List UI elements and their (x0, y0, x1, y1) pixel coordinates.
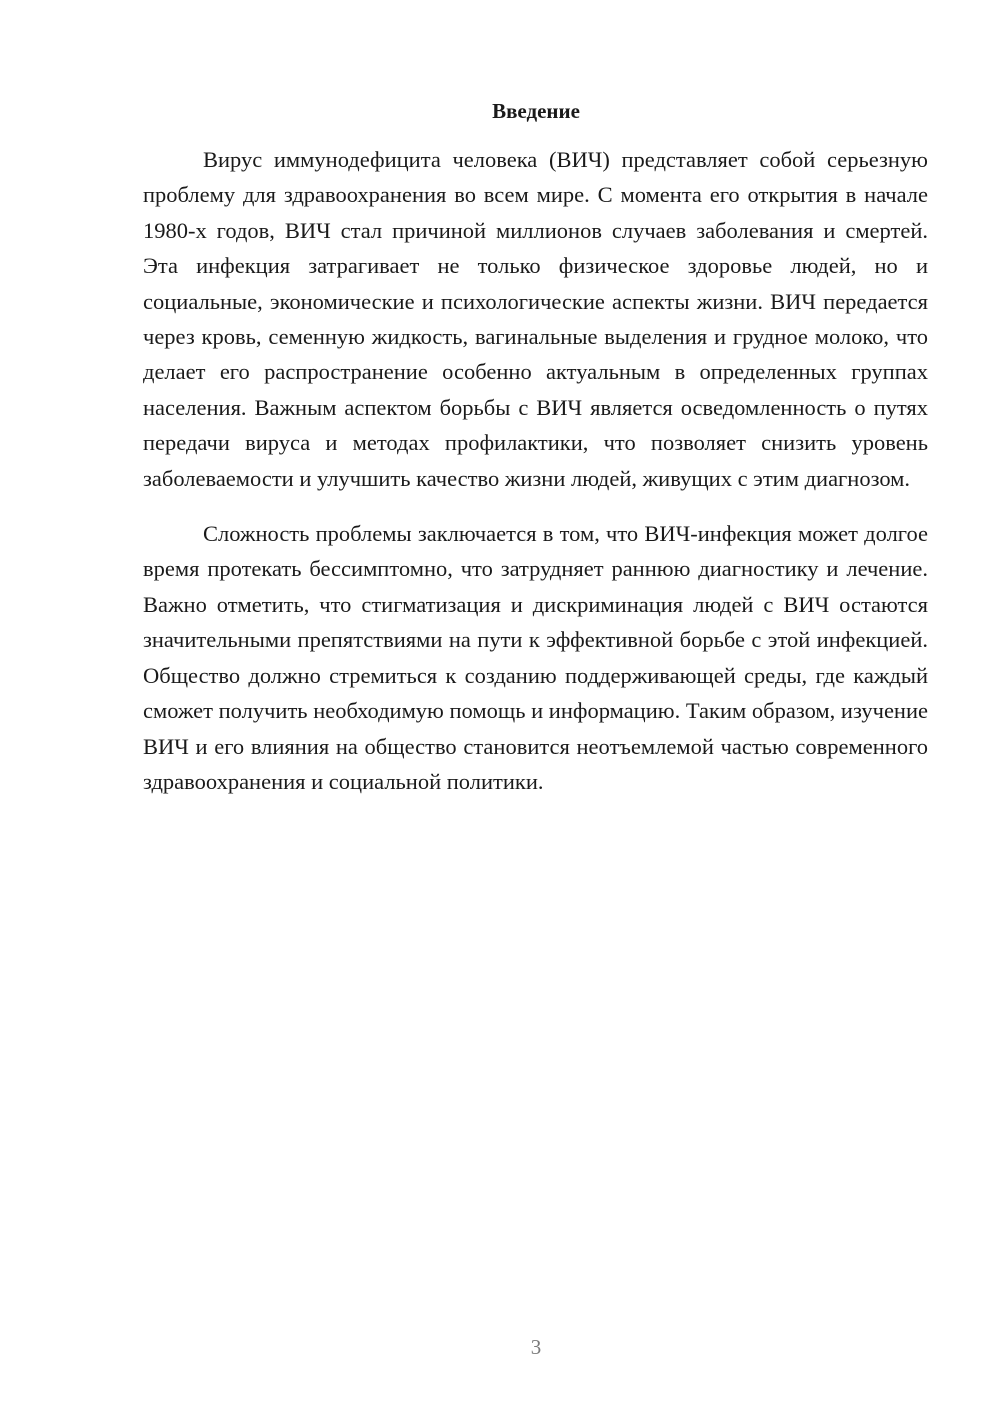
body-text (143, 142, 928, 799)
paragraph-2: Сложность проблемы заключается в том, что ВИЧ-инфекция может долгое время протекать бессимптомно, что затрудняет раннюю диагностику и лечение. Важно отметить, что стигматизация и дискриминация людей с ВИЧ остаются значительными препятствиями на пути к эффективной борьбе с этой инфекцией. Общество должно стремиться к созданию поддерживающей среды, где каждый сможет получить необходимую помощь и информацию. Таким образом, изучение ВИЧ и его влияния на общество становится неотъемлемой частью современного здравоохранения и социальной политики. (143, 521, 928, 794)
page-number: 3 (530, 1335, 542, 1359)
paragraph-1: Вирус иммунодефицита человека (ВИЧ) представляет собой серьезную проблему для здравоохранения во всем мире. С момента его открытия в начале 1980-х годов, ВИЧ стал причиной миллионов случаев заболевания и смертей. Эта инфекция затрагивает не только физическое здоровье людей, но и социальные, экономические и психологические аспекты жизни. ВИЧ передается через кровь, семенную жидкость, вагинальные выделения и грудное молоко, что делает его распространение особенно актуальным в определенных группах населения. Важным аспектом борьбы с ВИЧ является осведомленность о путях передачи вируса и методах профилактики, что позволяет снизить уровень заболеваемости и улучшить качество жизни людей, живущих с этим диагнозом. (143, 147, 928, 491)
section-heading: Введение (492, 99, 580, 123)
